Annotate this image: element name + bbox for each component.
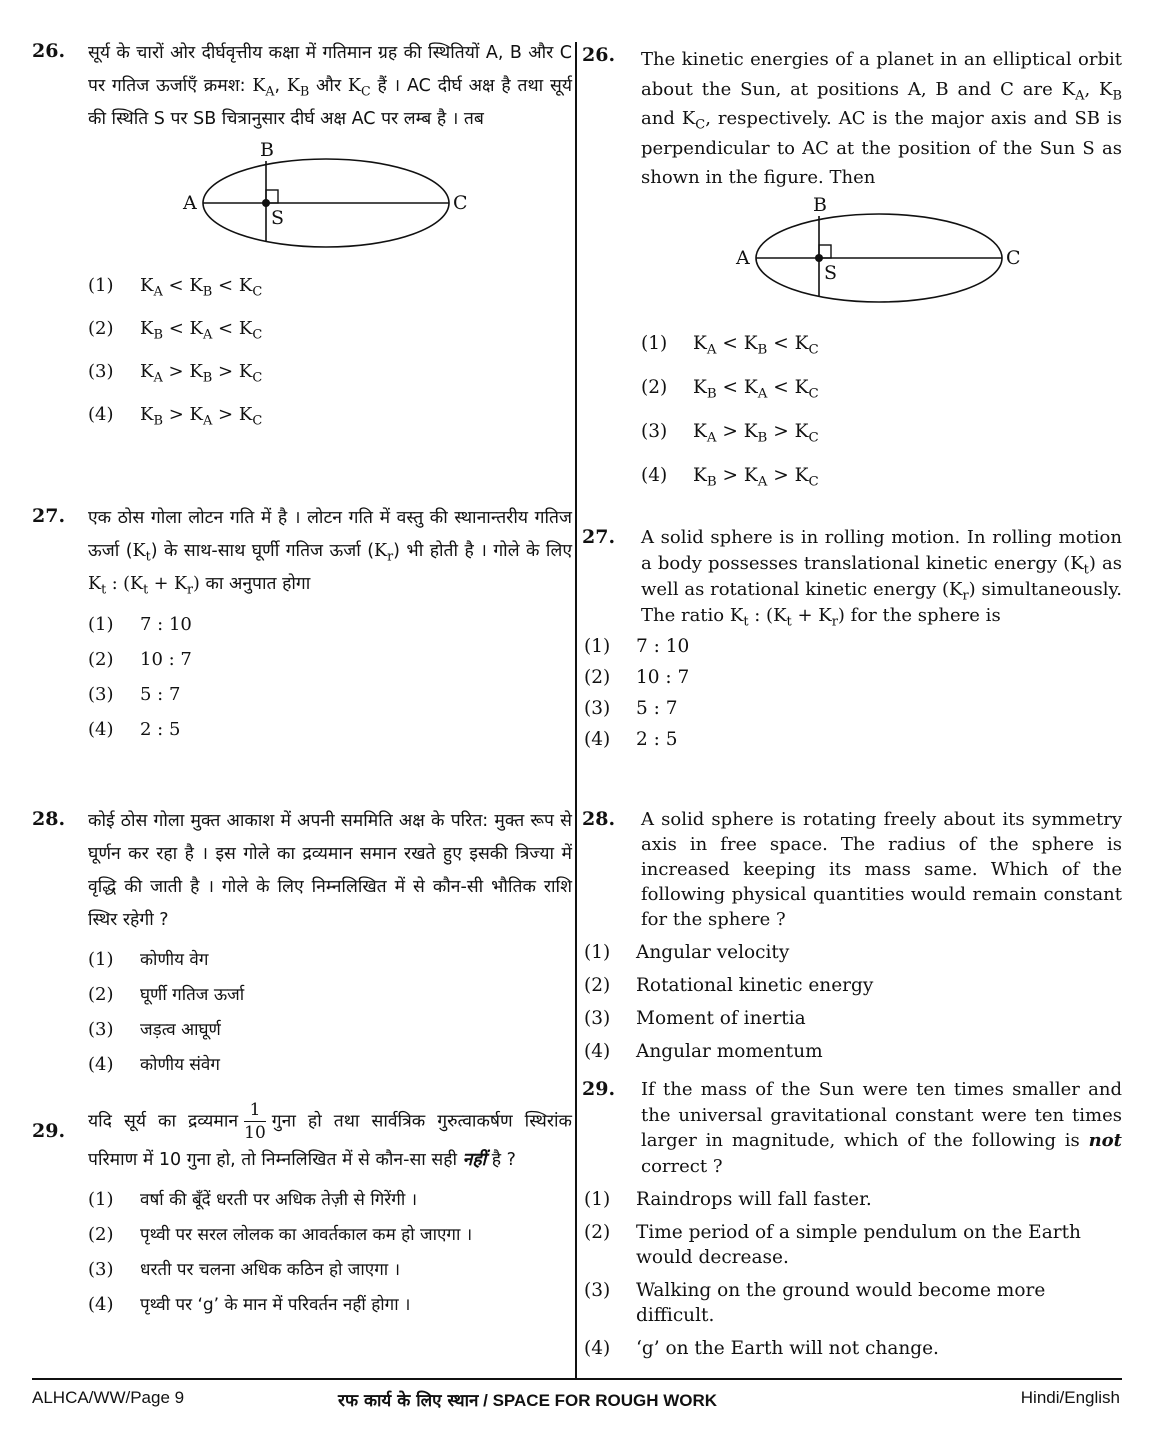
footer-page-id: ALHCA/WW/Page 9 xyxy=(32,1388,185,1407)
option-4: (4) $K_B > K_A > K_C$ xyxy=(88,404,263,429)
option-3: (3) Walking on the ground would become more difficult. xyxy=(584,1280,1046,1326)
option-4: (4) कोणीय संवेग xyxy=(88,1054,220,1075)
orbit-diagram xyxy=(138,140,508,258)
question-text: If the mass of the Sun were ten times smaller and the universal gravitational constant were ten times larger in magnitude, which of the following is not correct ? xyxy=(641,1079,1122,1177)
option-1: (1) $K_A < K_B < K_C$ xyxy=(88,275,263,300)
option-3: (3) $K_A > K_B > K_C$ xyxy=(88,361,263,386)
label-b: B xyxy=(260,140,274,161)
label-b: B xyxy=(813,194,827,216)
option-2: (2) पृथ्वी पर सरल लोलक का आवर्तकाल कम हो जाएगा । xyxy=(88,1224,473,1245)
option-1: (1) Raindrops will fall faster. xyxy=(584,1189,872,1210)
option-1: (1) 7 : 10 xyxy=(584,636,690,657)
sun-point xyxy=(262,199,270,207)
option-3: (3) $K_A > K_B > K_C$ xyxy=(641,420,819,446)
question-text: A solid sphere is in rolling motion. In rolling motion a body possesses translational kinetic energy $(K_t)$ as well as rotational kinetic energy $(K_r)$ simultaneously. The ratio $K_t$ : $(K_t + K_r)$ for the sphere is xyxy=(641,527,1122,630)
label-s: S xyxy=(271,207,285,229)
question-text: A solid sphere is rotating freely about its symmetry axis in free space. The radius of the sphere is increased keeping its mass same. Which of the following physical quantities would remain constant for the sphere ? xyxy=(641,809,1122,930)
question-27-english xyxy=(582,525,1122,807)
option-3: (3) 5 : 7 xyxy=(88,684,181,705)
label-c: C xyxy=(1006,246,1021,269)
option-3: (3) धरती पर चलना अधिक कठिन हो जाएगा । xyxy=(88,1259,401,1280)
question-number: 28. xyxy=(582,808,616,830)
column-divider xyxy=(575,42,577,1378)
emphasis-not: not xyxy=(1088,1130,1122,1151)
hindi-column xyxy=(32,40,572,1328)
sun-point xyxy=(815,254,823,262)
question-number: 29. xyxy=(32,1120,66,1142)
question-text: यदि सूर्य का द्रव्यमान $\frac{1}{10}$ गुना हो तथा सार्वत्रिक गुरुत्वाकर्षण स्थिरांक परिमाण में 10 गुना हो, तो निम्नलिखित में से कौन-सा सही नहीं है ? xyxy=(88,1100,572,1170)
footer-language: Hindi/English xyxy=(1020,1388,1120,1407)
option-1: (1) कोणीय वेग xyxy=(88,949,209,970)
option-3: (3) Moment of inertia xyxy=(584,1008,806,1029)
question-28-english xyxy=(582,807,1122,1089)
orbit-diagram xyxy=(691,195,1061,313)
question-text: सूर्य के चारों ओर दीर्घवृत्तीय कक्षा में गतिमान ग्रह की स्थितियों A, B और C पर गतिज ऊर्जाएँ क्रमश: $K_A$, $K_B$ और $K_C$ हैं । AC दीर्घ अक्ष है तथा सूर्य की स्थिति S पर SB चित्रानुसार दीर्घ अक्ष AC पर लम्ब है । तब xyxy=(88,43,572,129)
option-2: (2) Time period of a simple pendulum on the Earth would decrease. xyxy=(584,1222,1081,1268)
question-number: 27. xyxy=(32,505,66,527)
option-4: (4) ‘g’ on the Earth will not change. xyxy=(584,1338,939,1359)
option-2: (2) 10 : 7 xyxy=(584,667,690,688)
question-26-hindi xyxy=(32,37,572,505)
question-number: 26. xyxy=(582,44,616,66)
option-4: (4) Angular momentum xyxy=(584,1041,823,1062)
question-number: 29. xyxy=(582,1078,616,1100)
option-2: (2) घूर्णी गतिज ऊर्जा xyxy=(88,984,245,1005)
option-4: (4) 2 : 5 xyxy=(584,729,678,750)
emphasis-not: नहीं xyxy=(462,1150,487,1170)
question-number: 26. xyxy=(32,40,66,62)
option-4: (4) पृथ्वी पर ‘g’ के मान में परिवर्तन नहीं होगा । xyxy=(88,1294,411,1315)
question-number: 28. xyxy=(32,808,66,830)
option-2: (2) $K_B < K_A < K_C$ xyxy=(88,318,263,343)
fraction-one-tenth: $\frac{1}{10}$ xyxy=(244,1100,266,1143)
footer-rough-work: रफ कार्य के लिए स्थान / SPACE FOR ROUGH WORK xyxy=(338,1391,718,1411)
option-2: (2) $K_B < K_A < K_C$ xyxy=(641,376,819,402)
question-29-hindi xyxy=(32,1099,572,1317)
question-number: 27. xyxy=(582,526,616,548)
question-28-hindi xyxy=(32,805,572,1111)
option-1: (1) वर्षा की बूँदें धरती पर अधिक तेज़ी से गिरेंगी । xyxy=(88,1189,418,1210)
footer-rough-work-hindi: रफ कार्य के लिए स्थान xyxy=(338,1391,479,1411)
option-2: (2) Rotational kinetic energy xyxy=(584,975,874,996)
question-text: एक ठोस गोला लोटन गति में है । लोटन गति में वस्तु की स्थानान्तरीय गतिज ऊर्जा $(K_t)$ के साथ-साथ घूर्णी गतिज ऊर्जा $(K_r)$ भी होती है । गोले के लिए $K_t$ : $(K_t + K_r)$ का अनुपात होगा xyxy=(88,508,572,597)
option-2: (2) 10 : 7 xyxy=(88,649,192,670)
question-26-english xyxy=(582,45,1122,525)
label-c: C xyxy=(453,192,468,214)
option-1: (1) $K_A < K_B < K_C$ xyxy=(641,332,819,358)
footer-rough-work-english: SPACE FOR ROUGH WORK xyxy=(492,1391,718,1410)
option-4: (4) 2 : 5 xyxy=(88,719,181,740)
label-a: A xyxy=(183,192,197,214)
footer-rule xyxy=(32,1378,1122,1380)
option-1: (1) Angular velocity xyxy=(584,942,790,963)
option-4: (4) $K_B > K_A > K_C$ xyxy=(641,464,819,490)
option-3: (3) जड़त्व आघूर्ण xyxy=(88,1019,221,1040)
option-3: (3) 5 : 7 xyxy=(584,698,678,719)
label-a: A xyxy=(736,246,750,269)
english-column xyxy=(582,44,1122,1369)
question-text: The kinetic energies of a planet in an elliptical orbit about the Sun, at positions A, B and C are $K_A$, $K_B$ and $K_C$, respectively. AC is the major axis and SB is perpendicular to AC at the position of the Sun S as shown in the figure. Then xyxy=(641,49,1122,188)
label-s: S xyxy=(824,261,838,284)
option-1: (1) 7 : 10 xyxy=(88,614,192,635)
question-29-english xyxy=(582,1077,1122,1361)
question-27-hindi xyxy=(32,502,572,808)
question-text: कोई ठोस गोला मुक्त आकाश में अपनी सममिति अक्ष के परित: मुक्त रूप से घूर्णन कर रहा है । इस गोले का द्रव्यमान समान रखते हुए इसकी त्रिज्या में वृद्धि की जाती है । गोले के लिए निम्नलिखित में से कौन-सी भौतिक राशि स्थिर रहेगी ? xyxy=(88,811,572,930)
